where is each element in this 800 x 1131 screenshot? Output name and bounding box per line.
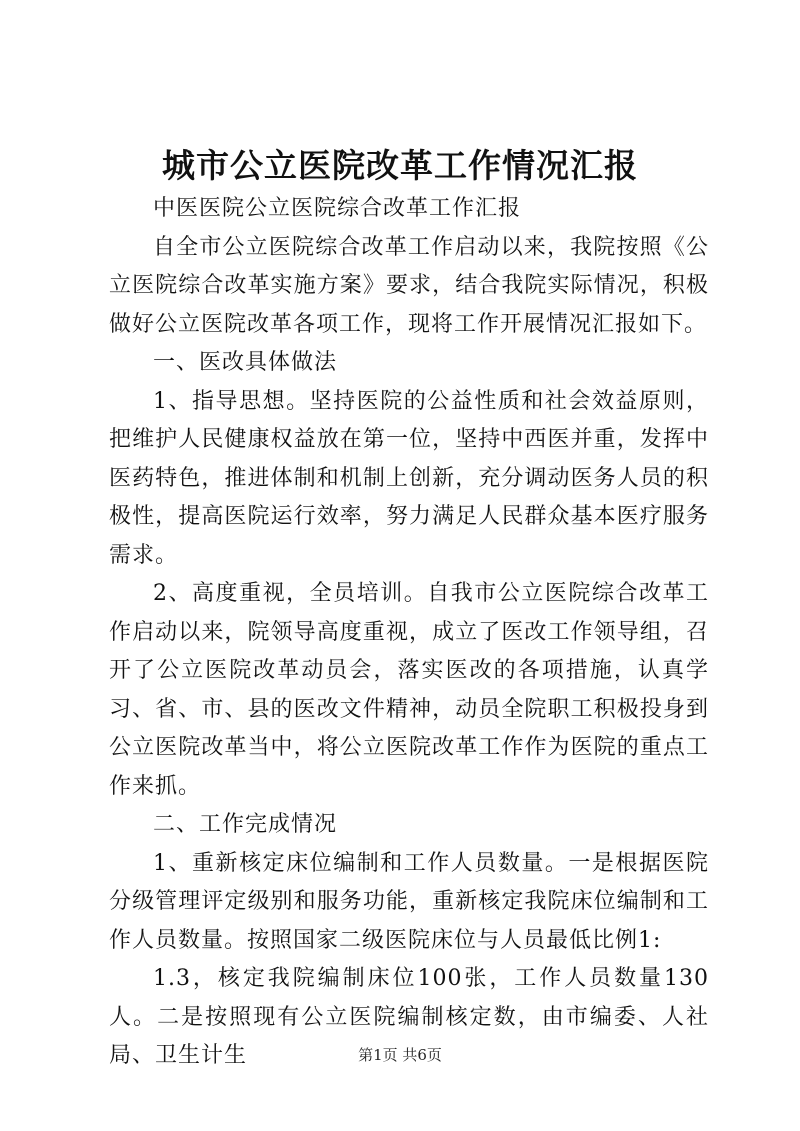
section-heading-2: 二、工作完成情况 [153,812,338,837]
section-heading-1: 一、医改具体做法 [153,350,338,375]
page-number-footer: 第1页 共6页 [358,1046,442,1064]
paragraph-guiding-ideology: 1、指导思想。坚持医院的公益性质和社会效益原则，把维护人民健康权益放在第一位，坚持中西医并重，发挥中医药特色，推进体制和机制上创新，充分调动医务人员的积极性，提高医院运行效率，努力满足人民群众基本医疗服务需求。 [109,388,709,568]
document-body [109,190,709,1076]
paragraph-high-attention: 2、高度重视，全员培训。自我市公立医院综合改革工作启动以来，院领导高度重视，成立了医改工作领导组，召开了公立医院改革动员会，落实医改的各项措施，认真学习、省、市、县的医改文件精神，动员全院职工积极投身到公立医院改革当中，将公立医院改革工作作为医院的重点工作来抓。 [109,581,709,799]
document-title: 城市公立医院改革工作情况汇报 [162,146,638,185]
paragraph-subtitle: 中医医院公立医院综合改革工作汇报 [153,196,522,221]
paragraph-intro: 自全市公立医院综合改革工作启动以来，我院按照《公立医院综合改革实施方案》要求，结合我院实际情况，积极做好公立医院改革各项工作，现将工作开展情况汇报如下。 [109,234,709,337]
paragraph-bed-count: 1.3，核定我院编制床位100张，工作人员数量130人。二是按照现有公立医院编制核定数，由市编委、人社局、卫生计生 [109,966,709,1068]
paragraph-bed-staffing: 1、重新核定床位编制和工作人员数量。一是根据医院分级管理评定级别和服务功能，重新核定我院床位编制和工作人员数量。按照国家二级医院床位与人员最低比例1: [109,850,709,953]
